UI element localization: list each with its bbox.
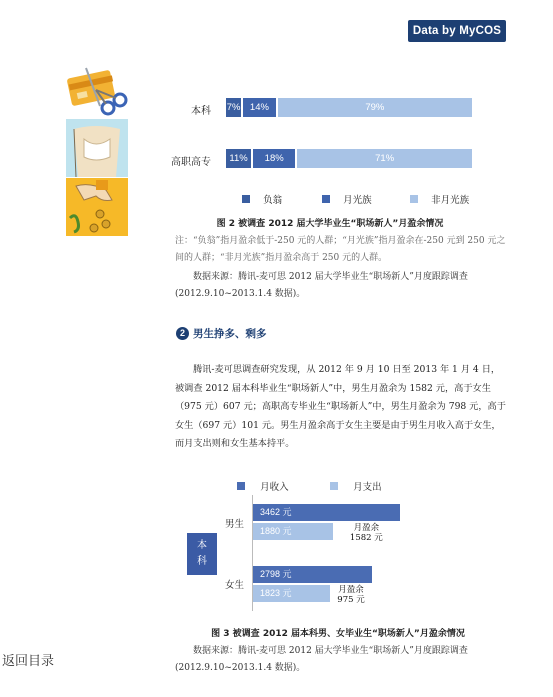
category-label-male: 男生 bbox=[225, 519, 245, 530]
expense-bar: 1823 元 bbox=[253, 585, 330, 602]
legend-label: 月收入 bbox=[260, 482, 289, 493]
surplus-label: 月盈余 bbox=[353, 523, 380, 533]
bar-segment: 7% bbox=[226, 98, 241, 117]
legend-item-yueguangzu bbox=[322, 188, 372, 207]
brand-logo: Data by MyCOS bbox=[408, 20, 506, 42]
section-paragraph: 腾讯-麦可思调查研究发现，从 2012 年 9 月 10 日至 2013 年 1 月 4 日，被调查 2012 届本科毕业生“职场新人”中，男生月盈余为 1582 元，高于女生（975 元）607 元；高职高专毕业生“职场新人”中，男生月盈余为 798 元，高于女生（697 元）101 元。男生月盈余高于女生主要是由于男生月收入高于女生，而月支出则和女生基本持平。 bbox=[175, 364, 506, 449]
bar-segment: 14% bbox=[243, 98, 275, 117]
income-bar: 2798 元 bbox=[253, 566, 372, 583]
legend-label: 月支出 bbox=[353, 482, 382, 493]
bar-row-vocational bbox=[226, 149, 472, 168]
section-heading bbox=[176, 326, 267, 341]
empty-pocket-illustration bbox=[66, 119, 128, 177]
legend-swatch bbox=[237, 482, 245, 490]
back-to-contents-link[interactable]: 返回目录 bbox=[2, 654, 55, 669]
bar-row-undergrad bbox=[226, 98, 472, 117]
category-label-female: 女生 bbox=[225, 580, 245, 591]
surplus-label: 月盈余 bbox=[338, 585, 364, 595]
figure2-caption: 图 2 被调查 2012 届大学毕业生“职场新人”月盈余情况 bbox=[216, 219, 444, 229]
legend-swatch bbox=[242, 195, 250, 203]
legend-item-fei-yueguangzu bbox=[410, 188, 469, 207]
hand-coins-illustration bbox=[66, 178, 128, 236]
card-scissors-illustration bbox=[66, 60, 128, 118]
section-number-badge: 2 bbox=[176, 327, 189, 340]
bar-segment: 18% bbox=[253, 149, 295, 168]
legend-swatch bbox=[410, 195, 418, 203]
surplus-value: 975 元 bbox=[337, 595, 365, 605]
legend-label: 非月光族 bbox=[431, 195, 470, 206]
legend-swatch bbox=[322, 195, 330, 203]
surplus-annotation bbox=[330, 585, 371, 605]
income-bar: 3462 元 bbox=[253, 504, 400, 521]
group-label: 本科 bbox=[197, 540, 207, 567]
legend-label: 月光族 bbox=[343, 195, 372, 206]
bar-segment: 71% bbox=[297, 149, 472, 168]
legend-item-fuweng bbox=[242, 188, 282, 207]
surplus-annotation bbox=[333, 523, 400, 543]
figure3-caption: 图 3 被调查 2012 届本科男、女毕业生“职场新人”月盈余情况 bbox=[211, 629, 465, 639]
surplus-value: 1582 元 bbox=[349, 533, 383, 543]
figure2-source: 数据来源：腾讯-麦可思 2012 届大学毕业生“职场新人”月度跟踪调查(2012.9.10~2013.1.4 数据)。 bbox=[175, 272, 468, 299]
row-label-undergrad: 本科 bbox=[191, 106, 211, 117]
bar-segment: 79% bbox=[278, 98, 472, 117]
figure3-bar-chart bbox=[180, 465, 410, 611]
row-label-vocational: 高职高专 bbox=[171, 157, 211, 168]
bar-segment: 11% bbox=[226, 149, 251, 168]
section-title: 男生挣多、剩多 bbox=[193, 328, 267, 340]
legend-label: 负翁 bbox=[263, 195, 283, 206]
figure2-stacked-bar-chart bbox=[226, 98, 472, 178]
figure3-bars bbox=[253, 465, 410, 611]
figure2-note: 注：“负翁”指月盈余低于-250 元的人群；“月光族”指月盈余在-250 元到 250 元之间的人群；“非月光族”指月盈余高于 250 元的人群。 bbox=[175, 236, 506, 263]
group-label-box bbox=[187, 533, 217, 575]
expense-bar: 1880 元 bbox=[253, 523, 333, 540]
figure3-source: 数据来源：腾讯-麦可思 2012 届大学毕业生“职场新人”月度跟踪调查(2012.9.10~2013.1.4 数据)。 bbox=[175, 646, 468, 673]
